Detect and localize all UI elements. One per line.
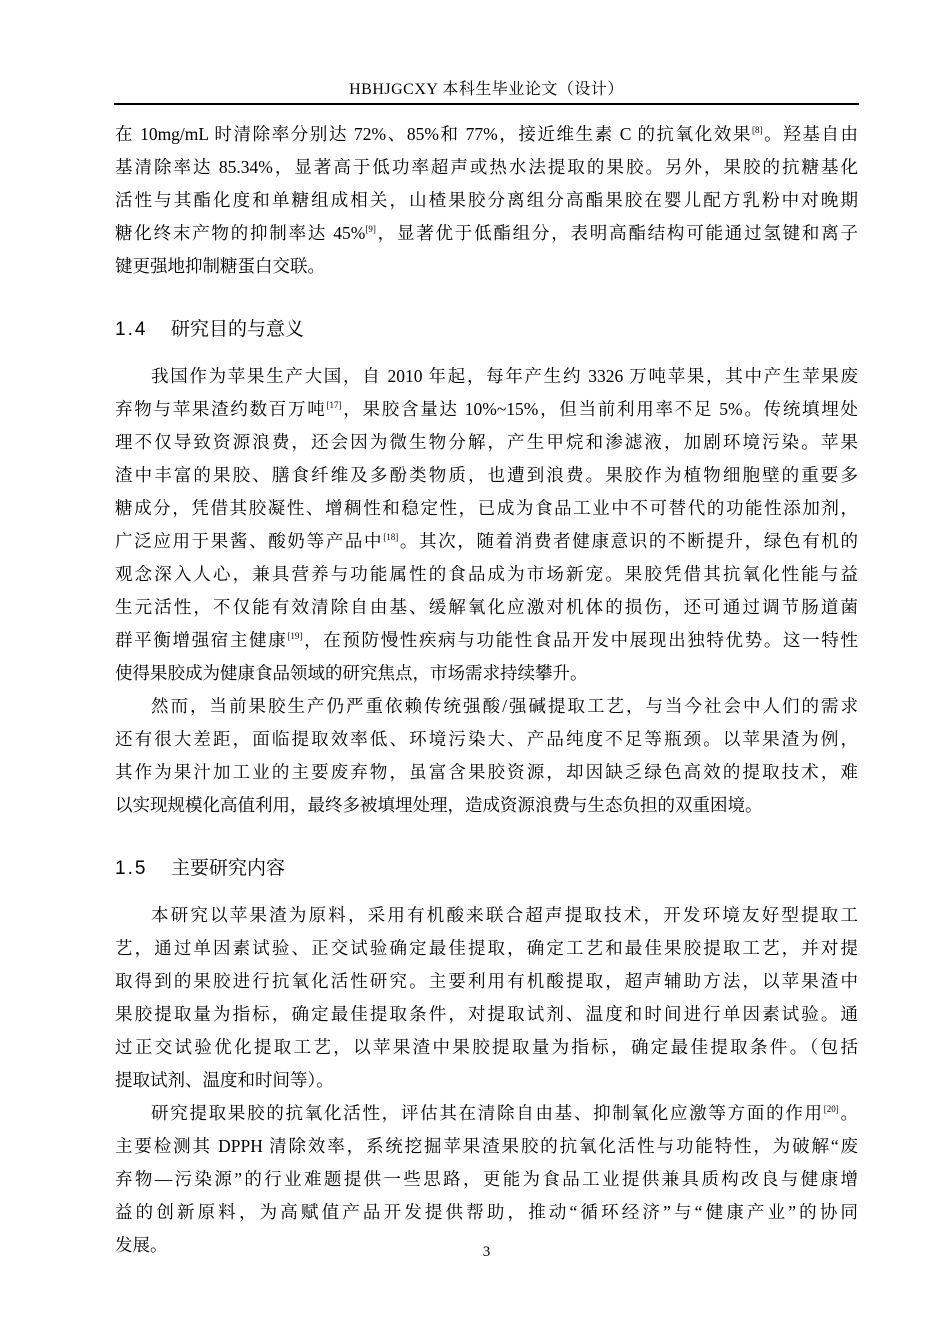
text-run: 果胶提取量为指标，确定最佳提取条件，对提取试剂、温度和时间进行单因素试验。通 <box>115 1004 858 1024</box>
text-line <box>115 151 858 184</box>
text-run: ，显著优于低酯组分，表明高酯结构可能通过氢键和离子 <box>375 223 858 243</box>
text-run: 发展。 <box>115 1235 168 1255</box>
text-line <box>115 624 858 657</box>
paragraph <box>115 360 858 690</box>
text-line <box>115 1064 858 1097</box>
text-run: 弃物与苹果渣约数百万吨 <box>115 399 327 419</box>
text-run: 。羟基自由 <box>762 124 859 144</box>
text-line <box>115 756 858 789</box>
citation-reference: [9] <box>365 224 376 234</box>
text-run: 观念深入人心，兼具营养与功能属性的食品成为市场新宠。果胶凭借其抗氧化性能与益 <box>115 564 858 584</box>
text-line <box>115 899 858 932</box>
text-line <box>115 998 858 1031</box>
text-run: 理不仅导致资源浪费，还会因为微生物分解，产生甲烷和渗滤液，加剧环境污染。苹果 <box>115 432 858 452</box>
text-run: 本研究以苹果渣为原料，采用有机酸来联合超声提取技术，开发环境友好型提取工 <box>151 905 858 925</box>
text-line <box>115 360 858 393</box>
text-line <box>115 1130 858 1163</box>
page-header: HBHJGCXY 本科生毕业论文（设计） <box>349 81 624 98</box>
paragraph <box>115 1097 858 1262</box>
text-run: ，果胶含量达 10%~15%，但当前利用率不足 5%。传统填埋处 <box>341 399 859 419</box>
text-line <box>115 525 858 558</box>
text-line <box>115 1031 858 1064</box>
text-line <box>115 965 858 998</box>
text-line <box>115 932 858 965</box>
text-run: 主要检测其 DPPH 清除效率，系统挖掘苹果渣果胶的抗氧化活性与功能特性，为破解“废 <box>115 1136 858 1156</box>
text-run: 基清除率达 85.34%，显著高于低功率超声或热水法提取的果胶。另外，果胶的抗糖基化 <box>115 157 858 177</box>
text-run: 过正交试验优化提取工艺，以苹果渣中果胶提取量为指标，确定最佳提取条件。（包括 <box>115 1037 858 1057</box>
section-number: 1.4 <box>115 319 148 340</box>
text-line <box>115 184 858 217</box>
text-run: 渣中丰富的果胶、膳食纤维及多酚类物质，也遭到浪费。果胶作为植物细胞壁的重要多 <box>115 465 858 485</box>
citation-reference: [17] <box>326 400 342 410</box>
text-run: 糖成分，凭借其胶凝性、增稠性和稳定性，已成为食品工业中不可替代的功能性添加剂， <box>115 498 858 518</box>
text-run: 取得到的果胶进行抗氧化活性研究。主要利用有机酸提取，超声辅助方法，以苹果渣中 <box>115 971 858 991</box>
text-line <box>115 217 858 250</box>
text-run: 。 <box>838 1103 859 1123</box>
section-title: 主要研究内容 <box>171 858 286 879</box>
paragraph <box>115 899 858 1097</box>
text-line <box>115 723 858 756</box>
text-run: 以实现规模化高值利用，最终多被填埋处理，造成资源浪费与生态负担的双重困境。 <box>115 795 763 815</box>
text-run: 研究提取果胶的抗氧化活性，评估其在清除自由基、抑制氧化应激等方面的作用 <box>151 1103 824 1123</box>
text-line <box>115 426 858 459</box>
text-line <box>115 250 858 283</box>
page-number: 3 <box>482 1244 491 1260</box>
text-run: ，在预防慢性疾病与功能性食品开发中展现出独特优势。这一特性 <box>302 630 858 650</box>
text-run: 其作为果汁加工业的主要废弃物，虽富含果胶资源，却因缺乏绿色高效的提取技术，难 <box>115 762 858 782</box>
text-line <box>115 393 858 426</box>
text-run: 使得果胶成为健康食品领域的研究焦点，市场需求持续攀升。 <box>115 663 588 683</box>
citation-reference: [20] <box>823 1104 839 1114</box>
text-run: 糖化终末产物的抑制率达 45% <box>115 223 366 243</box>
text-run: 我国作为苹果生产大国，自 2010 年起，每年产生约 3326 万吨苹果，其中产生苹果废 <box>151 366 858 386</box>
section-heading <box>115 313 858 346</box>
text-run: 艺，通过单因素试验、正交试验确定最佳提取，确定工艺和最佳果胶提取工艺，并对提 <box>115 938 858 958</box>
text-run: 广泛应用于果酱、酸奶等产品中 <box>115 531 384 551</box>
citation-reference: [19] <box>287 631 303 641</box>
section-number: 1.5 <box>115 858 148 879</box>
section-title: 研究目的与意义 <box>171 319 305 340</box>
text-line <box>115 789 858 822</box>
text-run: 活性与其酯化度和单糖组成相关，山楂果胶分离组分高酯果胶在婴儿配方乳粉中对晚期 <box>115 190 858 210</box>
paragraph <box>115 118 858 283</box>
text-run: 提取试剂、温度和时间等）。 <box>115 1070 334 1090</box>
citation-reference: [18] <box>383 532 399 542</box>
text-line <box>115 1196 858 1229</box>
text-line <box>115 657 858 690</box>
text-run: 然而，当前果胶生产仍严重依赖传统强酸/强碱提取工艺，与当今社会中人们的需求 <box>151 696 858 716</box>
text-run: 在 10mg/mL 时清除率分别达 72%、85%和 77%，接近维生素 C 的抗氧化效果 <box>115 124 753 144</box>
text-run: 。其次，随着消费者健康意识的不断提升，绿色有机的 <box>398 531 859 551</box>
text-run: 键更强地抑制糖蛋白交联。 <box>115 256 325 276</box>
text-run: 生元活性，不仅能有效清除自由基、缓解氧化应激对机体的损伤，还可通过调节肠道菌 <box>115 597 858 617</box>
text-line <box>115 690 858 723</box>
paragraph <box>115 690 858 822</box>
section-heading <box>115 852 858 885</box>
text-line <box>115 591 858 624</box>
text-line <box>115 118 858 151</box>
text-line <box>115 558 858 591</box>
text-run: 弃物—污染源”的行业难题提供一些思路，更能为食品工业提供兼具质构改良与健康增 <box>115 1169 858 1189</box>
text-line <box>115 492 858 525</box>
text-run: 益的创新原料，为高赋值产品开发提供帮助，推动“循环经济”与“健康产业”的协同 <box>115 1202 858 1222</box>
document-body <box>115 118 858 1262</box>
header-rule <box>114 103 859 105</box>
text-line <box>115 1163 858 1196</box>
citation-reference: [8] <box>752 125 763 135</box>
text-run: 群平衡增强宿主健康 <box>115 630 288 650</box>
text-run: 还有很大差距，面临提取效率低、环境污染大、产品纯度不足等瓶颈。以苹果渣为例， <box>115 729 858 749</box>
text-line <box>115 1097 858 1130</box>
text-line <box>115 459 858 492</box>
